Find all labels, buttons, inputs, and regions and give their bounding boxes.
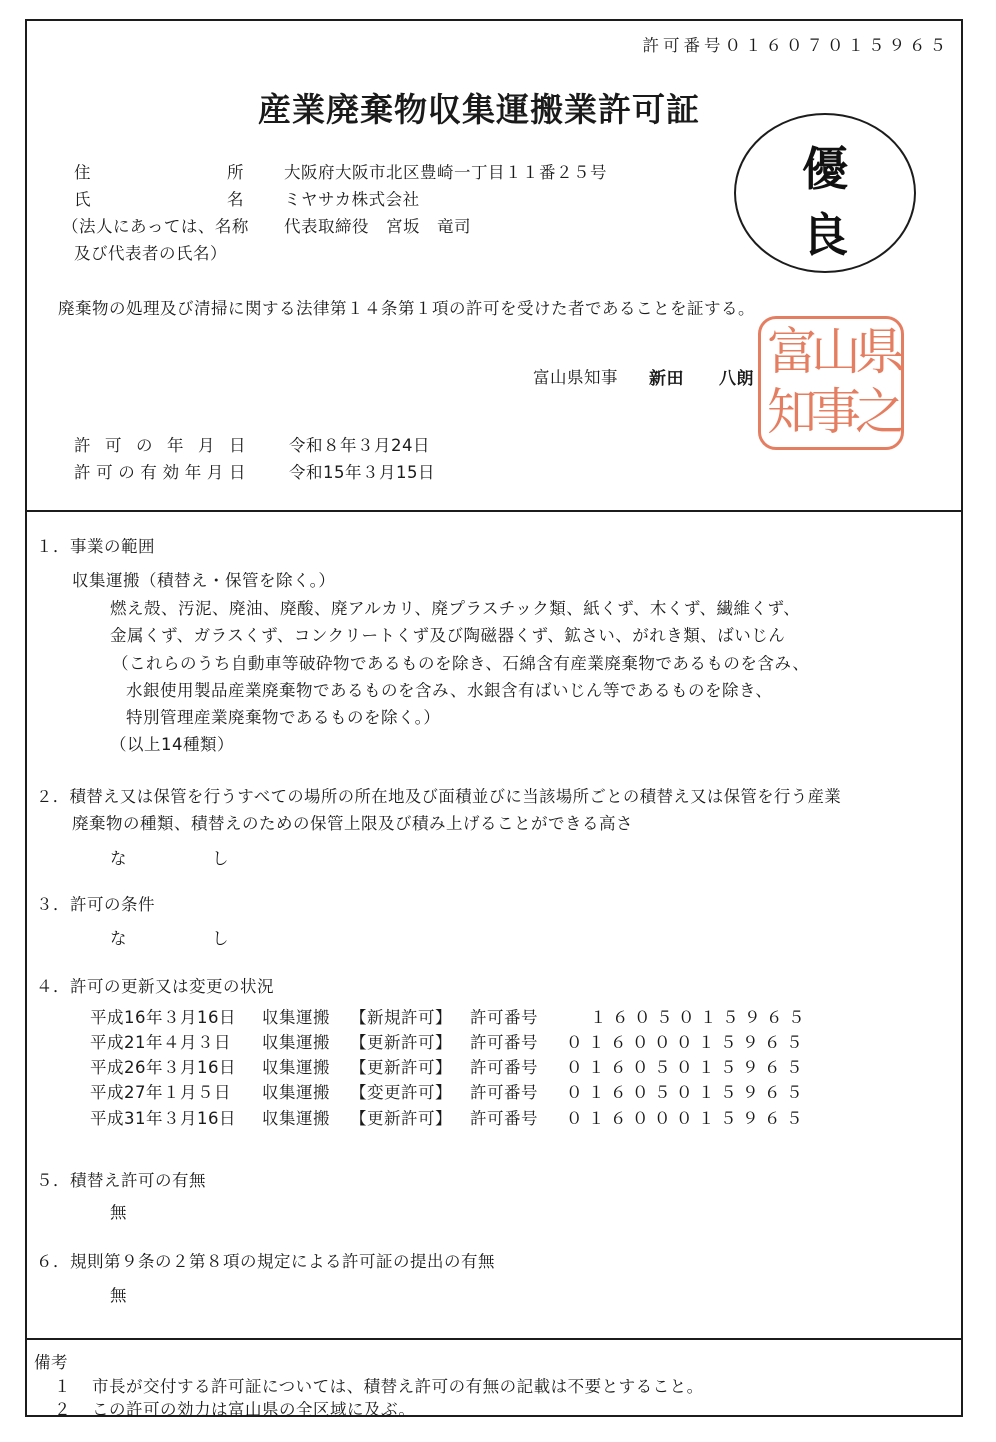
section6-value: 無 [110,1286,127,1305]
history-action: 【変更許可】 [350,1083,452,1102]
issuer-title: 富山県知事 [533,368,618,387]
section3-value: な し [110,929,229,948]
corp-note-2: 及び代表者の氏名） [74,244,227,263]
seal-char: 知 [767,383,817,441]
seal-char: 県 [855,323,905,381]
name-label: 氏名 [74,190,244,209]
history-date: 平成16年３月16日 [90,1008,236,1027]
prefectural-seal [758,316,904,450]
history-number: １６０５０１５９６５ [590,1008,810,1027]
history-action: 【更新許可】 [350,1109,452,1128]
history-number: ０１６０５０１５９６５ [566,1058,808,1077]
section4-heading: ４．許可の更新又は変更の状況 [36,977,274,996]
history-date: 平成21年４月３日 [90,1033,231,1052]
excellent-badge [734,113,916,273]
seal-char: 事 [811,383,861,441]
corp-note-1: （法人にあっては、名称 [62,217,249,236]
history-number: ０１６０００１５９６５ [566,1109,808,1128]
section2-heading-2: 廃棄物の種類、積替えのための保管上限及び積み上げることができる高さ [72,814,633,833]
divider-upper [25,510,963,512]
representative: 代表取締役 宮坂 竜司 [284,217,471,236]
waste-line-2: 金属くず、ガラスくず、コンクリートくず及び陶磁器くず、鉱さい、がれき類、ばいじん [110,626,786,645]
history-label: 許可番号 [470,1109,538,1128]
section1-heading: １．事業の範囲 [36,537,155,556]
note-line-2: 水銀使用製品産業廃棄物であるものを含み、水銀含有ばいじん等であるものを除き、 [126,681,773,700]
waste-count: （以上14種類） [110,735,234,754]
section3-heading: ３．許可の条件 [36,895,155,914]
history-type: 収集運搬 [262,1058,330,1077]
history-label: 許可番号 [470,1058,538,1077]
seal-char: 之 [855,383,905,441]
section6-heading: ６．規則第９条の２第８項の規定による許可証の提出の有無 [36,1252,495,1271]
section5-value: 無 [110,1203,127,1222]
section2-value: な し [110,849,229,868]
permit-number: 許可番号０１６０７０１５９６５ [642,36,950,55]
section5-heading: ５．積替え許可の有無 [36,1171,206,1190]
expiry-date-value: 令和15年３月15日 [289,463,435,482]
history-action: 【更新許可】 [350,1033,452,1052]
history-date: 平成31年３月16日 [90,1109,236,1128]
history-date: 平成27年１月５日 [90,1083,231,1102]
address-value: 大阪府大阪市北区豊崎一丁目１１番２５号 [284,163,607,182]
waste-line-1: 燃え殻、汚泥、廃油、廃酸、廃アルカリ、廃プラスチック類、紙くず、木くず、繊維くず、 [110,599,801,618]
history-type: 収集運搬 [262,1109,330,1128]
badge-char-2: 良 [802,208,848,262]
expiry-date-label: 許可の有効年月日 [74,463,246,482]
history-label: 許可番号 [470,1033,538,1052]
seal-char: 富 [767,323,817,381]
history-type: 収集運搬 [262,1033,330,1052]
remarks-heading: 備考 [34,1353,68,1372]
issuer-name: 新田 八朗 [649,369,754,389]
history-action: 【更新許可】 [350,1058,452,1077]
history-type: 収集運搬 [262,1008,330,1027]
address-label: 住所 [74,163,244,182]
history-label: 許可番号 [470,1083,538,1102]
history-type: 収集運搬 [262,1083,330,1102]
history-number: ０１６０００１５９６５ [566,1033,808,1052]
section2-heading-1: ２．積替え又は保管を行うすべての場所の所在地及び面積並びに当該場所ごとの積替え又は保管を行う産業 [36,787,842,806]
section1-category: 収集運搬（積替え・保管を除く。） [72,571,336,590]
name-value: ミヤサカ株式会社 [284,190,420,209]
note-line-1: （これらのうち自動車等破砕物であるものを除き、石綿含有産業廃棄物であるものを含み、 [112,654,810,673]
history-date: 平成26年３月16日 [90,1058,236,1077]
divider-remarks [25,1338,963,1340]
certification-statement: 廃棄物の処理及び清掃に関する法律第１４条第１項の許可を受けた者であることを証する。 [58,299,755,318]
page-title: 産業廃棄物収集運搬業許可証 [258,90,700,129]
seal-char: 山 [811,323,861,381]
remark-text: 市長が交付する許可証については、積替え許可の有無の記載は不要とすること。 [92,1377,704,1396]
issue-date-value: 令和８年３月24日 [289,436,430,455]
badge-char-1: 優 [802,142,848,196]
history-action: 【新規許可】 [350,1008,452,1027]
remark-number: １ [54,1377,71,1396]
issue-date-label: 許可の年月日 [74,436,246,455]
remark-text: この許可の効力は富山県の全区域に及ぶ。 [92,1400,416,1419]
history-number: ０１６０５０１５９６５ [566,1083,808,1102]
remark-number: ２ [54,1400,71,1419]
note-line-3: 特別管理産業廃棄物であるものを除く。） [126,708,441,727]
history-label: 許可番号 [470,1008,538,1027]
